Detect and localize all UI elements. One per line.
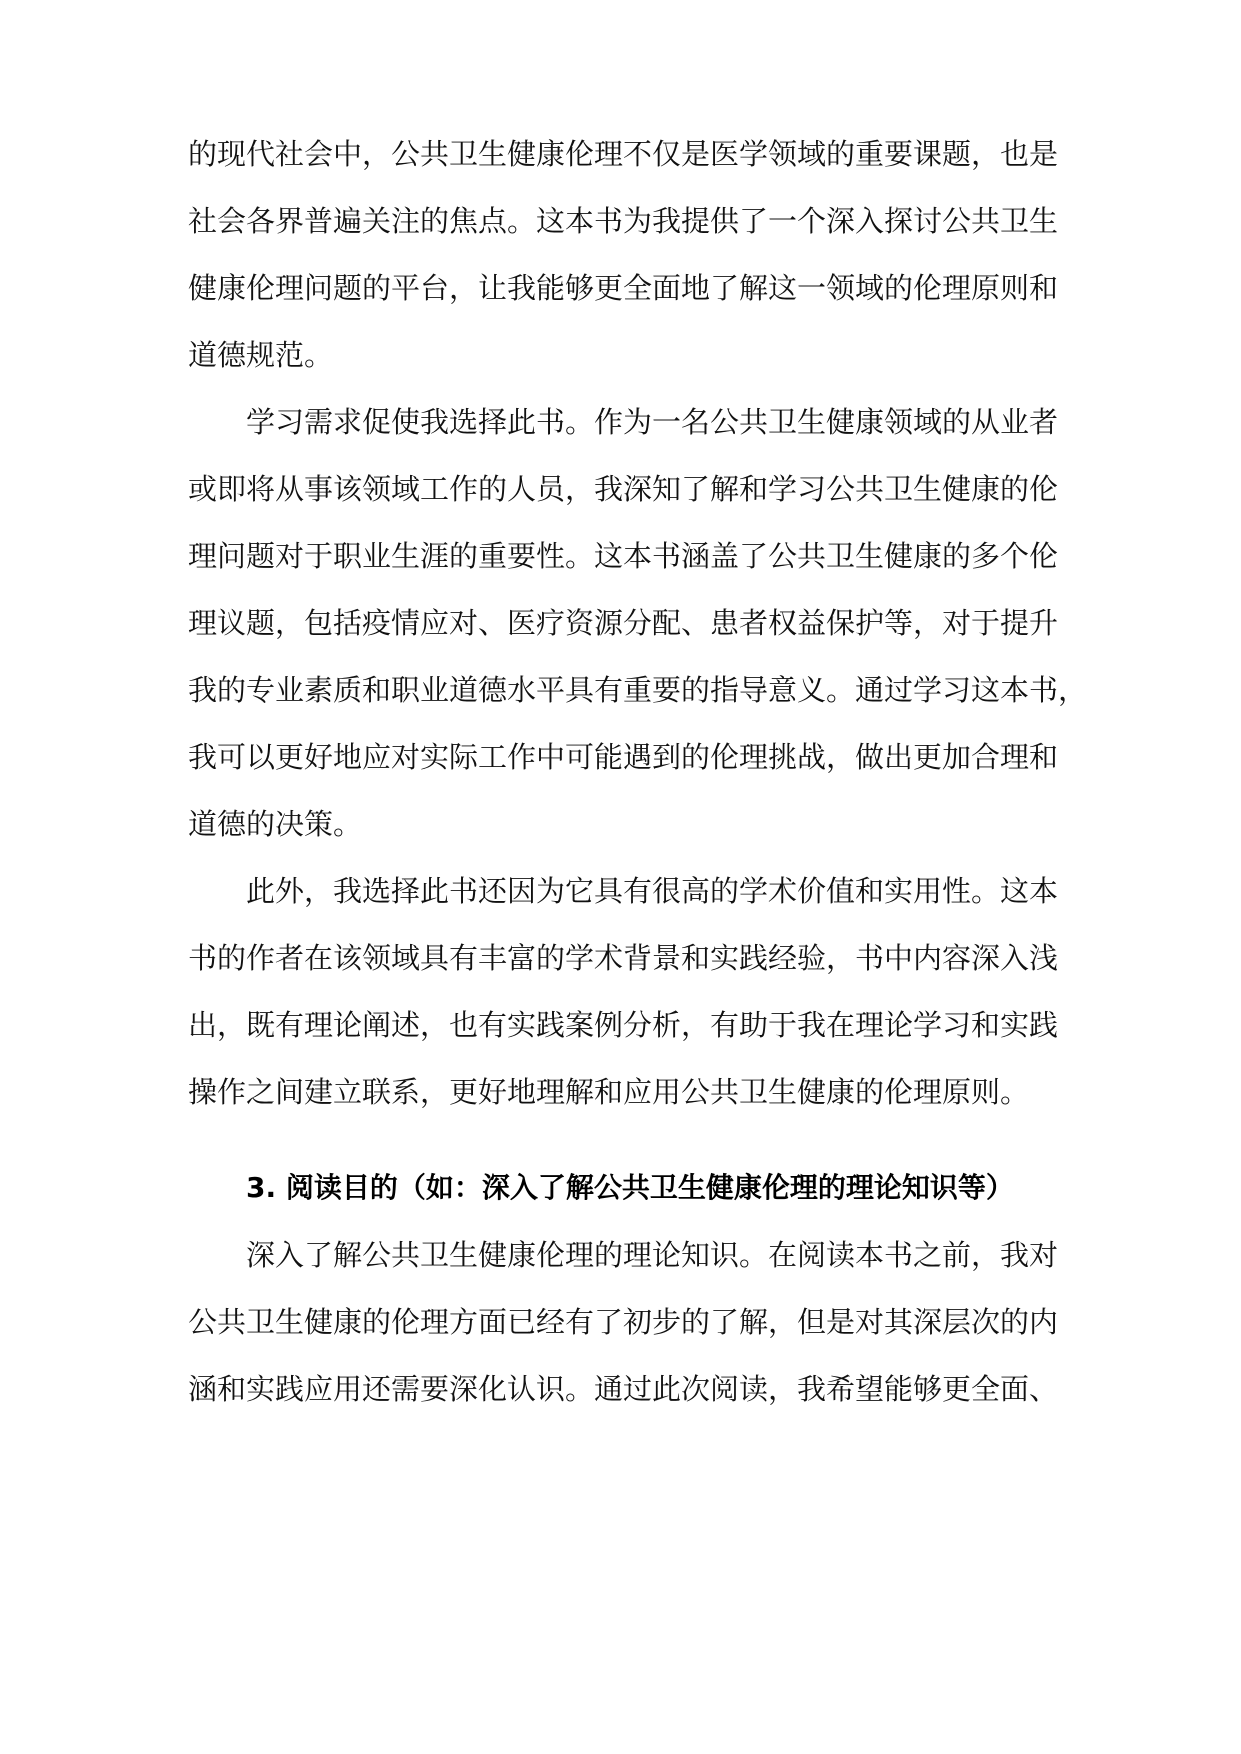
paragraph-3-line-1: 此外，我选择此书还因为它具有很高的学术价值和实用性。这本 bbox=[246, 874, 1059, 908]
paragraph-3-line-4: 操作之间建立联系，更好地理解和应用公共卫生健康的伦理原则。 bbox=[188, 1075, 1030, 1109]
paragraph-2-line-3: 理问题对于职业生涯的重要性。这本书涵盖了公共卫生健康的多个伦 bbox=[188, 539, 1059, 573]
paragraph-2-line-6: 我可以更好地应对实际工作中可能遇到的伦理挑战，做出更加合理和 bbox=[188, 740, 1059, 774]
paragraph-3-line-3: 出，既有理论阐述，也有实践案例分析，有助于我在理论学习和实践 bbox=[188, 1008, 1059, 1042]
paragraph-2-line-1: 学习需求促使我选择此书。作为一名公共卫生健康领域的从业者 bbox=[246, 405, 1059, 439]
paragraph-1-line-1: 的现代社会中，公共卫生健康伦理不仅是医学领域的重要课题，也是 bbox=[188, 137, 1059, 171]
paragraph-3-line-2: 书的作者在该领域具有丰富的学术背景和实践经验，书中内容深入浅 bbox=[188, 941, 1059, 975]
paragraph-2-line-7: 道德的决策。 bbox=[188, 807, 363, 841]
paragraph-2-line-4: 理议题，包括疫情应对、医疗资源分配、患者权益保护等，对于提升 bbox=[188, 606, 1059, 640]
paragraph-2-line-5: 我的专业素质和职业道德水平具有重要的指导意义。通过学习这本书， bbox=[188, 673, 1088, 707]
paragraph-1-line-2: 社会各界普遍关注的焦点。这本书为我提供了一个深入探讨公共卫生 bbox=[188, 204, 1059, 238]
section-heading: 3. 阅读目的（如：深入了解公共卫生健康伦理的理论知识等） bbox=[246, 1171, 1014, 1204]
paragraph-4-line-2: 公共卫生健康的伦理方面已经有了初步的了解，但是对其深层次的内 bbox=[188, 1305, 1059, 1339]
paragraph-4-line-3: 涵和实践应用还需要深化认识。通过此次阅读，我希望能够更全面、 bbox=[188, 1372, 1059, 1406]
paragraph-4-line-1: 深入了解公共卫生健康伦理的理论知识。在阅读本书之前，我对 bbox=[246, 1238, 1059, 1272]
paragraph-1-line-3: 健康伦理问题的平台，让我能够更全面地了解这一领域的伦理原则和 bbox=[188, 271, 1059, 305]
paragraph-1-line-4: 道德规范。 bbox=[188, 338, 334, 372]
paragraph-2-line-2: 或即将从事该领域工作的人员，我深知了解和学习公共卫生健康的伦 bbox=[188, 472, 1059, 506]
